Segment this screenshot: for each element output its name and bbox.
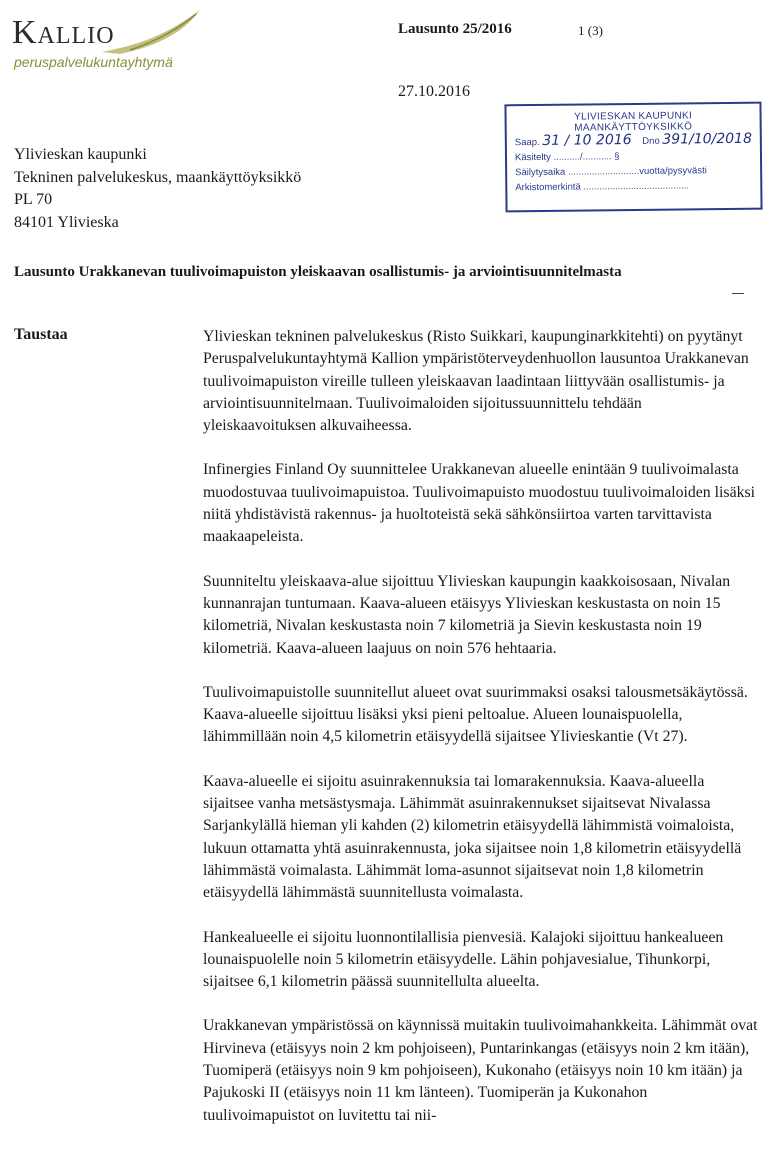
stamp-received-row [515,132,760,151]
page-number: 1 (3) [578,23,603,38]
received-stamp [504,102,762,213]
recipient-address [14,144,301,234]
paragraph: Suunniteltu yleiskaava-alue sijoittuu Ylivieskan kaupungin kaakkoisosaan, Nivalan kunnanrajan tuntumaan. Kaava-alueen etäisyys Ylivieskan keskustasta on noin 15 kilometriä, Nivalan keskustasta noin 7 kilometriä ja Sievin keskustasta noin 19 kilometriä. Kaava-alueen laajuus on noin 576 hehtaaria. [203,572,731,657]
handled-value: ........../........... § [553,151,620,163]
address-line: 84101 Ylivieska [14,213,119,231]
margin-mark [732,293,744,294]
stamp-org-line: YLIVIESKAN KAUPUNKI [574,110,693,123]
paragraph: Hankealueelle ei sijoitu luonnontilallisia pienvesiä. Kalajoki sijoittuu hankealueen lounaispuolelle noin 5 kilometrin etäisyydelle. Lähin pohjavesialue, Tihunkorpi, sijaitsee 6,1 kilometrin päässä suunnitellulta alueelta. [203,928,724,991]
archive-label: Arkistomerkintä [515,181,581,194]
section-heading: Taustaa [14,326,68,343]
document-title: Lausunto 25/2016 [398,21,512,37]
archive-value: ........................................ [583,180,690,193]
subject-line: Lausunto Urakkanevan tuulivoimapuiston yleiskaavan osallistumis- ja arviointisuunnitelmasta [14,264,622,280]
logo-subtitle: peruspalvelukuntayhtymä [14,54,173,70]
received-date: 31 / 10 2016 [542,132,632,149]
paragraph: Kaava-alueelle ei sijoitu asuinrakennuksia tai lomarakennuksia. Kaava-alueella sijaitsee vanha metsästysmaja. Lähimmät asuinrakennukset sijaitsevat Nivalassa Sarjankylällä hieman yli kahden (2) kilometrin etäisyydellä lähimmistä voimaloista, lukuun ottamatta yhtä asuinrakennusta, joka sijaitsee noin 1,8 kilometrin etäisyydellä lähimmästä voimalasta. Lähimmät loma-asunnot sijaitsevat noin 1,8 kilometrin etäisyydellä lähimmästä suunnitellusta voimalasta. [203,772,742,902]
handled-label: Käsitelty [514,151,551,164]
paragraph: Tuulivoimapuistolle suunnitellut alueet ovat suurimmaksi osaksi talousmetsäkäytössä. Kaava-alueelle sijoittuu lisäksi yksi pieni peltoalue. Alueen lounaispuolella, lähimmillään noin 4,5 kilometrin etäisyydellä sijaitsee Ylivieskantie (Vt 27). [203,683,748,746]
address-line: Tekninen palvelukeskus, maankäyttöyksikkö [14,168,302,186]
received-label: Saap. [514,136,540,149]
stamp-org-line: MAANKÄYTTÖYKSIKKÖ [574,121,693,134]
storage-value: ...........................vuotta/pysyvästi [567,165,707,178]
dno-value: 391/10/2018 [662,130,753,148]
section-body [203,326,758,1149]
paragraph: Infinergies Finland Oy suunnittelee Urakkanevan alueelle enintään 9 tuulivoimalasta muodostuvaa tuulivoimapuistoa. Tuulivoimapuisto muodostuu tuulivoimaloiden lisäksi niitä yhdistävistä rakennus- ja huoltoteistä sekä sähkönsiirtoa varten tarvittavista maakaapeleista. [203,461,756,546]
logo-wordmark: Kallio [12,14,115,51]
address-line: PL 70 [14,191,53,208]
dno-label: Dno [642,135,660,147]
paragraph: Ylivieskan tekninen palvelukeskus (Risto Suikkari, kaupunginarkkitehti) on pyytänyt Peruspalvelukuntayhtymä Kallion ympäristöterveydenhuollon lausuntoa Urakkanevan tuulivoimapuiston vireille tulleen yleiskaavan laadintaan liittyvään osallistumis- ja arviointisuunnitelmaan. Tuulivoimaloiden sijoitussuunnittelu tehdään yleiskaavoituksen alkuvaiheessa. [203,328,749,435]
leaf-swoosh-icon [100,6,205,56]
address-line: Ylivieskan kaupunki [14,146,147,163]
stamp-archive-row [515,178,760,196]
paragraph: Urakkanevan ympäristössä on käynnissä muitakin tuulivoimahankkeita. Lähimmät ovat Hirvineva (etäisyys noin 2 km pohjoiseen), Puntarinkangas (etäisyys noin 2 km itään), Tuomiperä (etäisyys noin 9 km pohjoiseen), Kukonaho (etäisyys noin 10 km itään) ja Pajukoski II (etäisyys noin 11 km länteen). Tuomiperän ja Kukonahon tuulivoimapuistot on luvitettu tai nii- [203,1017,758,1124]
storage-label: Säilytysaika [515,166,566,179]
document-date: 27.10.2016 [398,83,470,100]
